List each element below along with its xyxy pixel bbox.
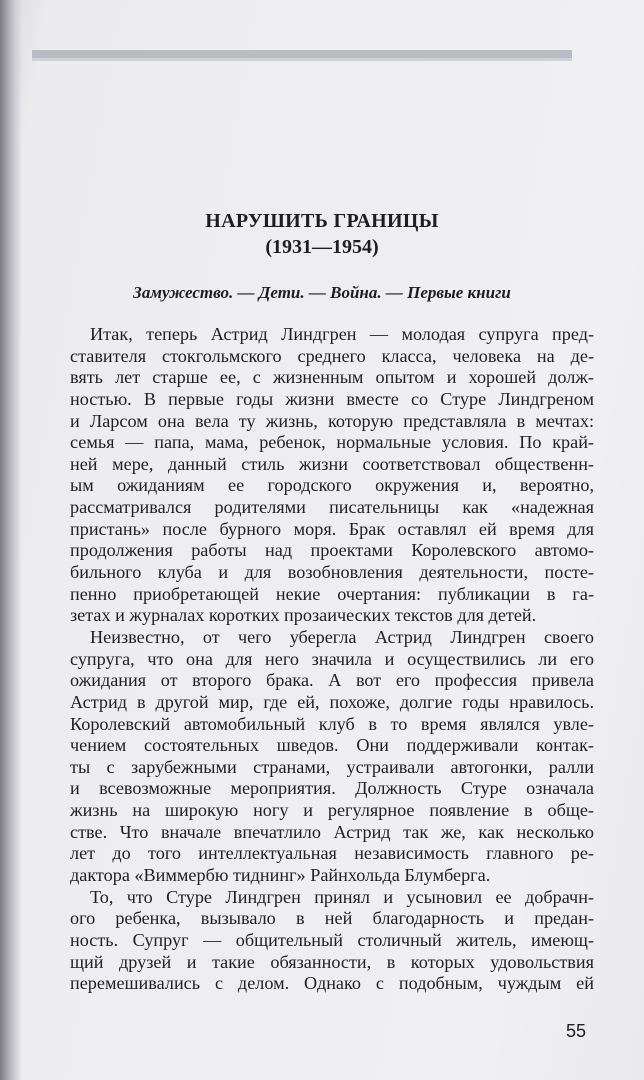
paragraph-line: щий друзей и такие обязанности, в которых удовольствия (70, 951, 594, 972)
paragraph-line: лет до того интеллектуальная независимость главного ре- (70, 843, 594, 864)
paragraph-line: Неизвестно, от чего уберегла Астрид Линдгрен своего (90, 626, 594, 647)
paragraph-line: жизнь на широкую ногу и регулярное появление в обще- (70, 800, 594, 821)
paragraph-line: ого ребенка, вызывало в ней благодарность и предан- (70, 908, 594, 929)
paragraph-line: стве. Что вначале впечатлило Астрид так же, как несколько (70, 821, 594, 842)
paragraph-line: То, что Стуре Линдгрен принял и усыновил ее добрачн- (90, 886, 594, 907)
paragraph-line: Королевский автомобильный клуб в то время являлся увле- (70, 713, 594, 734)
chapter-subtitle: Замужество. — Дети. — Война. — Первые книги (133, 283, 511, 302)
paragraph-line: продолжения работы над проектами Королевского автомо- (70, 540, 594, 561)
paragraph-line: пенно приобретающей некие очертания: публикации в га- (70, 583, 594, 604)
page-number: 55 (566, 1021, 587, 1041)
paragraph-line: вять лет старше ее, с жизненным опытом и хорошей долж- (70, 367, 594, 388)
paragraph-line: бильного клуба и для возобновления деятельности, посте- (70, 562, 594, 583)
paragraph-line: ставителя стокгольмского среднего класса, человека на де- (70, 345, 594, 366)
chapter-title: НАРУШИТЬ ГРАНИЦЫ (205, 210, 439, 232)
paragraph-line: и всевозможные мероприятия. Должность Стуре означала (70, 778, 594, 799)
paragraph-line: перемешивались с делом. Однако с подобным, чуждым ей (70, 973, 594, 994)
book-spine-shadow (0, 0, 22, 1080)
paragraph-line: Итак, теперь Астрид Линдгрен — молодая супруга пред- (90, 324, 594, 344)
paragraph-line: ым ожиданиям ее городского окружения и, вероятно, (70, 475, 594, 496)
paragraph-line: ность. Супруг — общительный столичный житель, имеющ- (70, 929, 594, 950)
paragraph-line: зетах и журналах коротких прозаических текстов для детей. (70, 605, 537, 626)
paragraph-line: и Ларсом она вела ту жизнь, которую представляла в мечтах: (70, 410, 594, 431)
paragraph-line: супруга, что она для него значила и осуществились ли его (70, 648, 594, 669)
paragraph-line: чением состоятельных шведов. Они поддерживали контак- (70, 735, 594, 756)
paragraph-line: дактора «Виммербю тиднинг» Райнхольда Блумберга. (70, 865, 491, 886)
chapter-years: (1931—1954) (265, 236, 379, 258)
paragraph-line: ожидания от второго брака. А вот его профессия привела (70, 670, 594, 691)
paragraph-line: пристань» после бурного моря. Брак оставлял ей время для (70, 518, 594, 539)
paragraph-line: ты с зарубежными странами, устраивали автогонки, ралли (70, 756, 594, 777)
paragraph-line: семья — папа, мама, ребенок, нормальные условия. По край- (70, 432, 594, 453)
paragraph-line: рассматривался родителями писательницы как «надежная (70, 497, 594, 518)
body-text (70, 324, 594, 995)
paragraph-line: Астрид в другой мир, где ей, похоже, долгие годы нравилось. (70, 691, 594, 712)
paragraph-line: ностью. В первые годы жизни вместе со Стуре Линдгреном (70, 388, 594, 409)
header-rule (32, 50, 572, 58)
paragraph-line: ней мере, данный стиль жизни соответствовал общественн- (70, 453, 594, 474)
